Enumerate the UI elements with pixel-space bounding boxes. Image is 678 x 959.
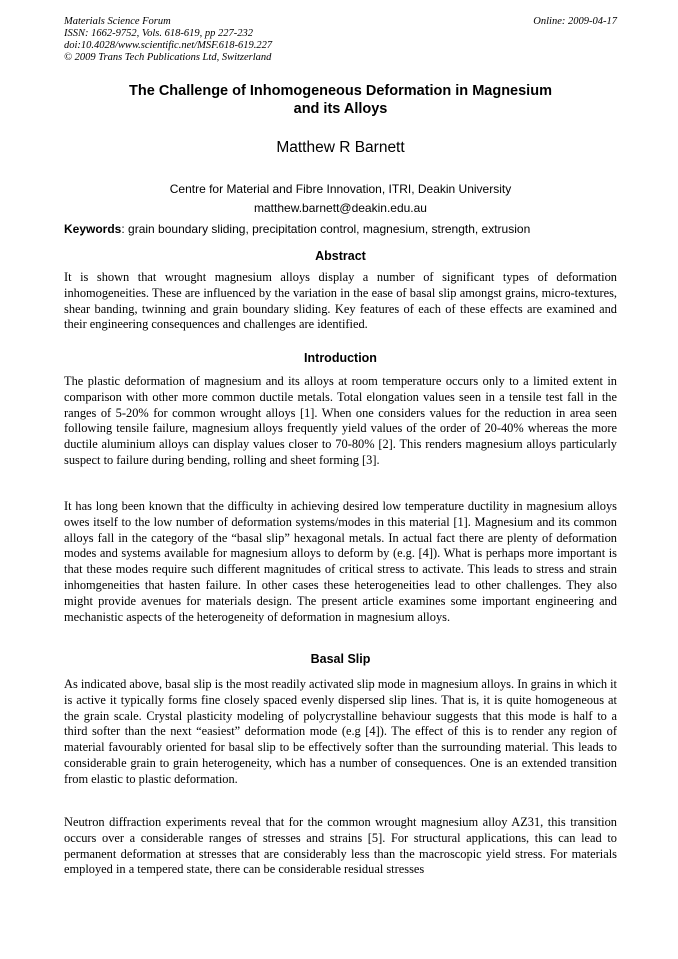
journal-name: Materials Science Forum: [64, 16, 171, 27]
author-name: Matthew R Barnett: [276, 139, 405, 156]
affiliation: Centre for Material and Fibre Innovation, ITRI, Deakin University: [169, 182, 512, 196]
abstract-heading: Abstract: [315, 249, 366, 263]
basal-slip-heading: Basal Slip: [310, 652, 371, 666]
title-line-2: and its Alloys: [293, 101, 388, 117]
intro-paragraph-1: The plastic deformation of magnesium and its alloys at room temperature occurs only to a limited extent in comparison with other more common ductile metals. Total elongation values seen in a tensile test fall in the ranges of 5-20% for common wrought alloys [1]. When one considers values for the reduction in area seen following tensile failure, magnesium alloys frequently yield values of the order of 20-40% whereas the more ductile aluminium alloys can display values closer to 70-80% [2]. This renders magnesium alloys particularly suspect to failure during bending, rolling and sheet forming [3].: [64, 374, 617, 467]
doi-line: doi:10.4028/www.scientific.net/MSF.618-619.227: [64, 40, 273, 51]
issn-line: ISSN: 1662-9752, Vols. 618-619, pp 227-232: [64, 28, 253, 39]
basal-paragraph-2: Neutron diffraction experiments reveal that for the common wrought magnesium alloy AZ31, this transition occurs over a considerable ranges of stresses and strains [5]. For structural applications, this can lead to permanent deformation at stresses that are considerably less than the macroscopic yield stress. For materials employed in a tempered state, there can be considerable residual stresses: [64, 815, 617, 877]
intro-paragraph-2: It has long been known that the difficulty in achieving desired low temperature ductility in magnesium alloys owes itself to the low number of deformation systems/modes in this material [1]. Magnesium and its common alloys fall in the category of the “basal slip” hexagonal metals. In actual fact there are plenty of deformation modes and systems available for magnesium alloys to deform by (e.g. [4]). What is perhaps more important is that these modes require such different magnitudes of critical stress to activate. This leads to stress and strain inhomgeneities that hasten failure. In other cases these heterogeneities lead to other challenges. They also might provide avenues for materials design. The present article examines some important engineering and mechanistic aspects of the heterogeneity of deformation in magnesium alloys.: [64, 499, 617, 624]
title-line-1: The Challenge of Inhomogeneous Deformation in Magnesium: [129, 83, 552, 99]
keywords-text: : grain boundary sliding, precipitation control, magnesium, strength, extrusion: [121, 222, 531, 236]
abstract-paragraph: It is shown that wrought magnesium alloys display a number of significant types of deformation inhomogeneities. These are influenced by the variation in the ease of basal slip amongst grains, micro-textures, shear banding, twinning and grain boundary sliding. Key features of each of these effects are examined and their engineering consequences and challenges are identified.: [64, 270, 617, 332]
copyright-line: © 2009 Trans Tech Publications Ltd, Switzerland: [64, 52, 272, 63]
introduction-heading: Introduction: [304, 351, 377, 365]
affiliation-block: [64, 180, 617, 218]
author-email: matthew.barnett@deakin.edu.au: [254, 201, 427, 215]
paper-title: [64, 82, 617, 118]
keywords-line: [64, 222, 617, 237]
keywords-label: Keywords: [64, 222, 122, 236]
journal-header: [64, 16, 617, 64]
online-date: Online: 2009-04-17: [533, 16, 617, 27]
basal-paragraph-1: As indicated above, basal slip is the most readily activated slip mode in magnesium alloys. In grains in which it is active it typically forms fine closely spaced evenly dispersed slip lines. That is, it is quite homogeneous at the grain scale. Crystal plasticity modeling of polycrystalline behaviour suggests that this mode is half to a third softer than the next “easiest” deformation mode (e.g [4]). The effect of this is to render any region of material favourably oriented for basal slip to be effectively softer than the surrounding material. This leads to considerable grain to grain heterogeneity, which has a number of consequences. One is an extended transition from elastic to plastic deformation.: [64, 677, 617, 786]
